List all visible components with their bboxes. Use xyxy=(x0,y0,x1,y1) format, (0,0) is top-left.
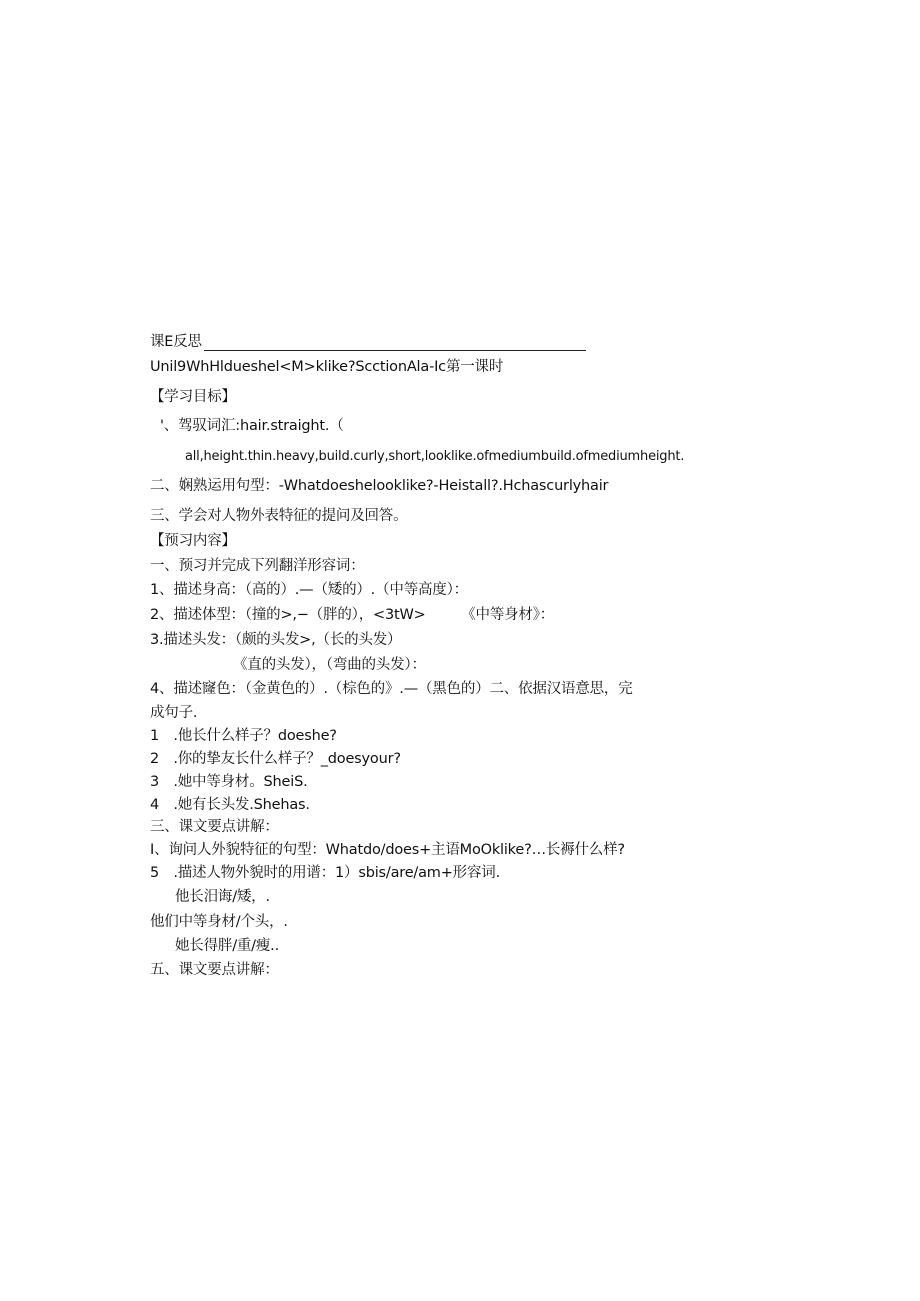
objective-vocabulary-words: all,height.thin.heavy,build.curly,short,looklike.ofmediumbuild.ofmediumheight. xyxy=(185,449,685,464)
sentence-4: 4 .她有长头发.Shehas. xyxy=(150,797,310,813)
question-color-continued: 成句子. xyxy=(150,705,198,721)
section-5-heading: 五、课文要点讲解： xyxy=(150,962,279,978)
preview-task: 一、预习并完成下列翻洋形容词： xyxy=(150,558,365,574)
question-color: 4、描述窿色：（金黄色的）.（棕色的》.—（黑色的）二、依据汉语意思，完 xyxy=(150,681,633,697)
question-hair-continued: 《直的头发），（弯曲的头发）： xyxy=(233,657,426,673)
objectives-heading: 【学习目标】 xyxy=(150,389,236,405)
question-hair: 3.描述头发：（颇的头发>,（长的头发） xyxy=(150,632,402,648)
objective-vocabulary: '、驾驭词汇:hair.straight.（ xyxy=(160,418,344,434)
explanation-heading: 三、课文要点讲解： xyxy=(150,819,279,835)
question-height: 1、描述身高：（高的）.—（矮的）.（中等高度）： xyxy=(150,582,468,598)
example-2: 他们中等身材/个头，. xyxy=(150,914,288,930)
reflection-label: 课E反思 xyxy=(150,334,202,350)
reflection-underline xyxy=(204,350,586,351)
example-3: 她长得胖/重/瘦.. xyxy=(175,938,279,954)
sentence-3: 3 .她中等身材。SheiS. xyxy=(150,774,308,790)
unit-title: Unil9WhHldueshel<M>klike?ScctionAla-Ic第一课时 xyxy=(150,359,504,375)
explanation-point-2: 5 .描述人物外貌时的用谱：1）sbis∕are∕am+形容词. xyxy=(150,865,500,881)
preview-heading: 【预习内容】 xyxy=(150,533,236,549)
explanation-point-1: I、询问人外貌特征的句型：Whatdo/does+主语MoOklike?…长褥什么样? xyxy=(150,842,625,858)
objective-questions: 三、学会对人物外表特征的提问及回答。 xyxy=(150,508,408,524)
question-build: 2、描述体型：（撞的>,−（胖的），<3tW> 《中等身材》： xyxy=(150,607,555,623)
sentence-2: 2 .你的挚友长什么样子？_doesyour? xyxy=(150,751,401,767)
objective-sentence-patterns: 二、娴熟运用句型：-Whatdoeshelooklike?-Heistall?.Hchascurlyhair xyxy=(150,478,609,494)
example-1: 他长汨诲/矮，. xyxy=(175,889,270,905)
sentence-1: 1 .他长什么样子？doeshe? xyxy=(150,728,337,744)
